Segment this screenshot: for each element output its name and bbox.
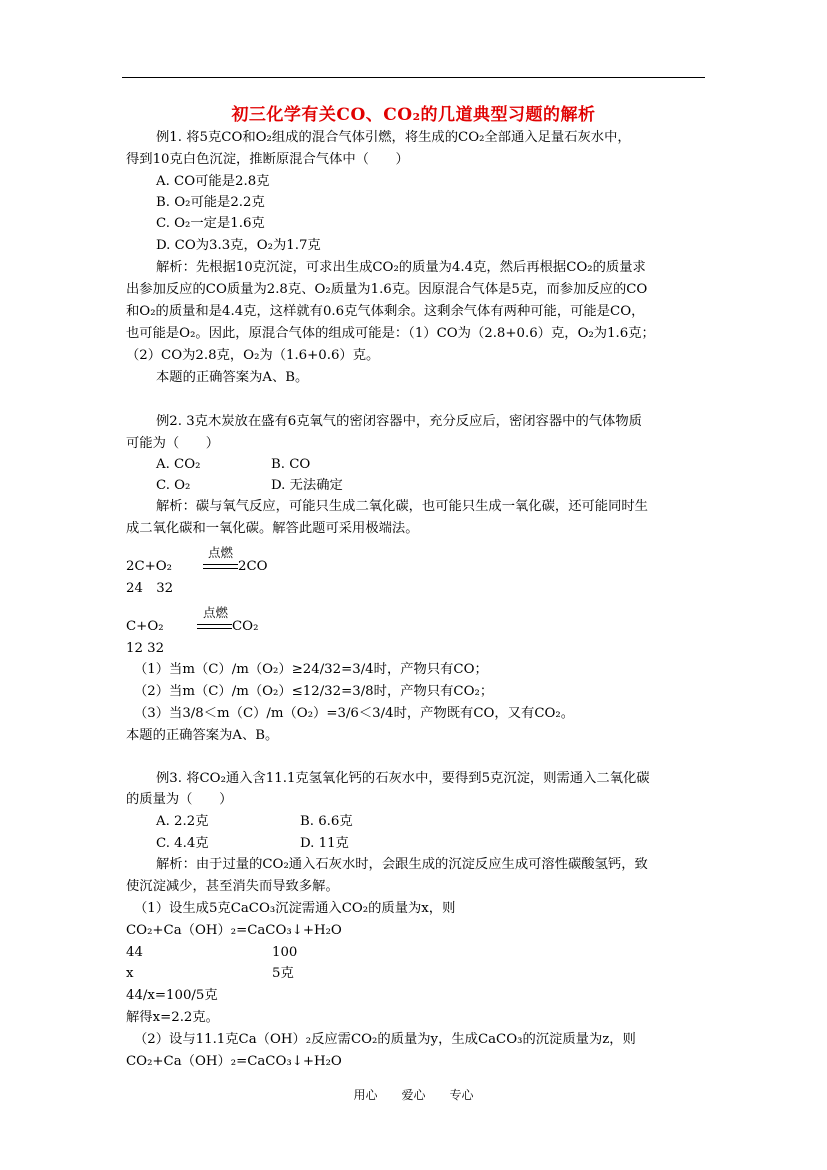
ex1-answer: 本题的正确答案为A、B。	[156, 370, 309, 385]
eq2-condition: 点燃	[203, 605, 229, 620]
eq1-condition: 点燃	[208, 545, 234, 560]
ex2-stem-line1: 例2. 3克木炭放在盛有6克氧气的密闭容器中，充分反应后，密闭容器中的气体物质	[156, 414, 642, 429]
ex3-step2: （2）设与11.1克Ca（OH）₂反应需CO₂的质量为y，生成CaCO₃的沉淀质量为z，则	[134, 1032, 636, 1047]
ex1-analysis-line4: 也可能是O₂。因此，原混合气体的组成可能是：（1）CO为（2.8+0.6）克，O₂为1.6克；	[126, 326, 655, 341]
ex1-option-d: D. CO为3.3克，O₂为1.7克	[156, 238, 321, 253]
eq2-equals-sign	[197, 624, 232, 629]
ex3-equation2: CO₂+Ca（OH）₂=CaCO₃↓+H₂O	[126, 1054, 342, 1069]
ex3-unknown-x: x	[126, 966, 134, 981]
ex1-stem-line1: 例1. 将5克CO和O₂组成的混合气体引燃，将生成的CO₂全部通入足量石灰水中，	[156, 130, 631, 145]
ex1-analysis-line5: （2）CO为2.8克，O₂为（1.6+0.6）克。	[126, 348, 380, 363]
ex1-stem-line2: 得到10克白色沉淀，推断原混合气体中（ ）	[126, 152, 409, 167]
ex3-mass-co2: 44	[126, 945, 143, 960]
header-rule	[122, 77, 705, 78]
ex2-option-b: B. CO	[271, 457, 311, 472]
eq1-product: 2CO	[238, 559, 268, 574]
ex2-case1: （1）当m（C）/m（O₂）≥24/32=3/4时，产物只有CO；	[134, 662, 488, 677]
ex2-analysis-line2: 成二氧化碳和一氧化碳。解答此题可采用极端法。	[126, 521, 419, 536]
eq1-masses: 24 32	[126, 581, 174, 596]
ex3-equation1: CO₂+Ca（OH）₂=CaCO₃↓+H₂O	[126, 923, 342, 938]
ex3-analysis-line2: 使沉淀减少，甚至消失而导致多解。	[126, 879, 339, 894]
ex1-option-b: B. O₂可能是2.2克	[156, 195, 265, 210]
ex3-option-d: D. 11克	[300, 836, 349, 851]
ex3-option-a: A. 2.2克	[156, 814, 209, 829]
ex3-precipitate-mass: 5克	[272, 966, 294, 981]
ex3-ratio: 44/x=100/5克	[126, 988, 218, 1003]
eq1-reactants: 2C+O₂	[126, 559, 173, 574]
ex2-option-d: D. 无法确定	[271, 478, 343, 493]
page-title: 初三化学有关CO、CO₂的几道典型习题的解析	[231, 105, 596, 125]
eq2-product: CO₂	[232, 619, 259, 634]
eq2-reactants: C+O₂	[126, 619, 164, 634]
ex2-case2: （2）当m（C）/m（O₂）≤12/32=3/8时，产物只有CO₂；	[134, 684, 494, 699]
ex3-analysis-line1: 解析：由于过量的CO₂通入石灰水时，会跟生成的沉淀反应生成可溶性碳酸氢钙，致	[156, 857, 648, 872]
eq1-equals-sign	[203, 564, 238, 569]
ex2-option-a: A. CO₂	[156, 457, 201, 472]
ex2-option-c: C. O₂	[156, 478, 191, 493]
ex1-option-a: A. CO可能是2.8克	[156, 174, 270, 189]
ex3-option-b: B. 6.6克	[300, 814, 353, 829]
page-footer: 用心 爱心 专心	[353, 1088, 474, 1102]
ex3-mass-caco3: 100	[272, 945, 298, 960]
ex3-option-c: C. 4.4克	[156, 836, 209, 851]
eq2-masses: 12 32	[126, 641, 165, 656]
ex2-stem-line2: 可能为（ ）	[126, 436, 220, 451]
ex1-analysis-line2: 出参加反应的CO质量为2.8克、O₂质量为1.6克。因原混合气体是5克，而参加反应的CO	[126, 282, 648, 297]
ex3-step1: （1）设生成5克CaCO₃沉淀需通入CO₂的质量为x，则	[134, 901, 456, 916]
ex1-analysis-line3: 和O₂的质量和是4.4克，这样就有0.6克气体剩余。这剩余气体有两种可能，可能是CO，	[126, 304, 645, 319]
ex3-stem-line2: 的质量为（ ）	[126, 792, 233, 807]
ex3-solution: 解得x=2.2克。	[126, 1010, 219, 1025]
ex1-option-c: C. O₂一定是1.6克	[156, 216, 265, 231]
ex2-case3: （3）当3/8＜m（C）/m（O₂）=3/6＜3/4时，产物既有CO，又有CO₂。	[134, 706, 575, 721]
ex3-stem-line1: 例3. 将CO₂通入含11.1克氢氧化钙的石灰水中，要得到5克沉淀，则需通入二氧化碳	[156, 771, 650, 786]
ex2-answer: 本题的正确答案为A、B。	[126, 728, 279, 743]
ex2-analysis-line1: 解析：碳与氧气反应，可能只生成二氧化碳，也可能只生成一氧化碳，还可能同时生	[156, 499, 648, 514]
ex1-analysis-line1: 解析：先根据10克沉淀，可求出生成CO₂的质量为4.4克，然后再根据CO₂的质量求	[156, 260, 646, 275]
